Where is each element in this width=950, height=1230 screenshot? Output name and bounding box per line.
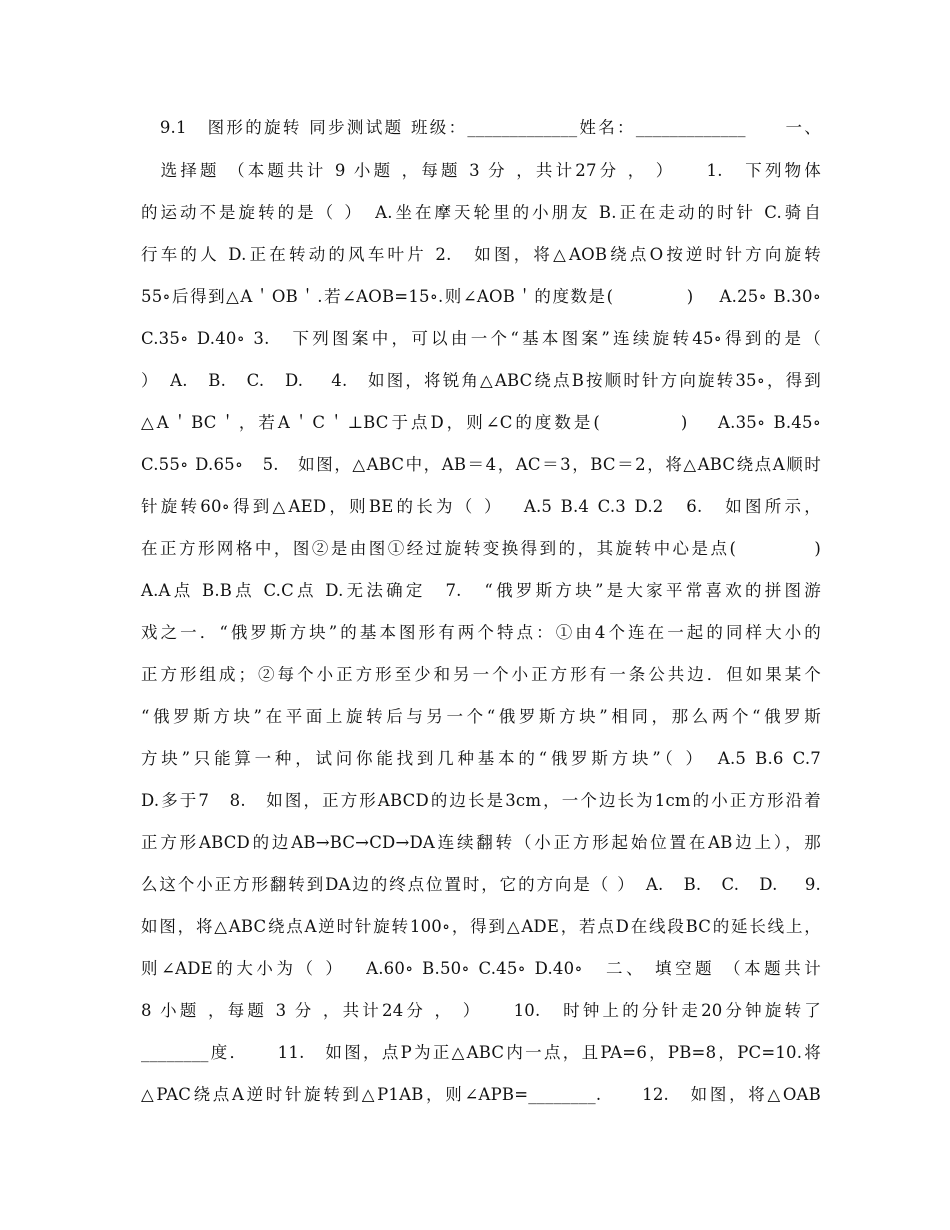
text-line: C.55∘ D.65∘ 5. 如图，△ABC中，AB＝4，AC＝3，BC＝2，将△ABC绕点A顺时 (141, 455, 821, 474)
text-line: “俄罗斯方块”在平面上旋转后与另一个“俄罗斯方块”相同，那么两个“俄罗斯 (141, 707, 821, 726)
text-line: 55∘后得到△A＇OB＇.若∠AOB=15∘.则∠AOB＇的度数是( ) A.25∘ B.30∘ (141, 287, 821, 306)
text-line: 行车的人 D.正在转动的风车叶片 2. 如图，将△AOB绕点O按逆时针方向旋转 (141, 245, 821, 264)
text-line: ） A. B. C. D. 4. 如图，将锐角△ABC绕点B按顺时针方向旋转35∘，得到 (141, 371, 821, 390)
text-line: 方块”只能算一种，试问你能找到几种基本的“俄罗斯方块”（ ） A.5 B.6 C.7 (141, 749, 821, 768)
text-line: 在正方形网格中，图②是由图①经过旋转变换得到的，其旋转中心是点( ) (141, 539, 821, 558)
text-line: 针旋转60∘得到△AED，则BE的长为（ ） A.5 B.4 C.3 D.2 6. 如图所示， (141, 497, 821, 516)
text-line: A.A点 B.B点 C.C点 D.无法确定 7. “俄罗斯方块”是大家平常喜欢的拼图游 (141, 581, 821, 600)
text-line: △A＇BC＇，若A＇C＇⊥BC于点D，则∠C的度数是( ) A.35∘ B.45∘ (141, 413, 821, 432)
text-line: 戏之一．“俄罗斯方块”的基本图形有两个特点：①由4个连在一起的同样大小的 (141, 623, 821, 642)
text-line: 的运动不是旋转的是（ ） A.坐在摩天轮里的小朋友 B.正在走动的时针 C.骑自 (141, 203, 821, 222)
text-line: 么这个小正方形翻转到DA边的终点位置时，它的方向是（ ） A. B. C. D. 9. (141, 875, 821, 894)
text-line: 正方形组成；②每个小正方形至少和另一个小正方形有一条公共边．但如果某个 (141, 665, 821, 684)
text-line: △PAC绕点A逆时针旋转到△P1AB，则∠APB=________. 12. 如图，将△OAB (141, 1085, 821, 1104)
text-line: 如图，将△ABC绕点A逆时针旋转100∘，得到△ADE，若点D在线段BC的延长线上， (141, 917, 821, 936)
text-line: ________度． 11. 如图，点P为正△ABC内一点，且PA=6，PB=8，PC=10.将 (141, 1043, 821, 1062)
text-line: 8 小题 ，每题 3 分 ，共计24分 ， ） 10. 时钟上的分针走20分钟旋转了 (141, 1001, 821, 1020)
text-line: 则∠ADE的大小为（ ） A.60∘ B.50∘ C.45∘ D.40∘ 二、 填空题 （本题共计 (141, 959, 821, 978)
text-line: C.35∘ D.40∘ 3. 下列图案中，可以由一个“基本图案”连续旋转45∘得到的是（ (141, 329, 821, 348)
text-line: 正方形ABCD的边AB→BC→CD→DA连续翻转（小正方形起始位置在AB边上），那 (141, 833, 821, 852)
text-line: D.多于7 8. 如图，正方形ABCD的边长是3cm，一个边长为1cm的小正方形沿着 (141, 791, 821, 810)
text-line: 选择题 （本题共计 9 小题 ，每题 3 分 ，共计27分 ， ） 1. 下列物体 (141, 161, 821, 180)
text-line: 9.1 图形的旋转 同步测试题 班级：_____________姓名：_____________ 一、 (141, 118, 821, 137)
